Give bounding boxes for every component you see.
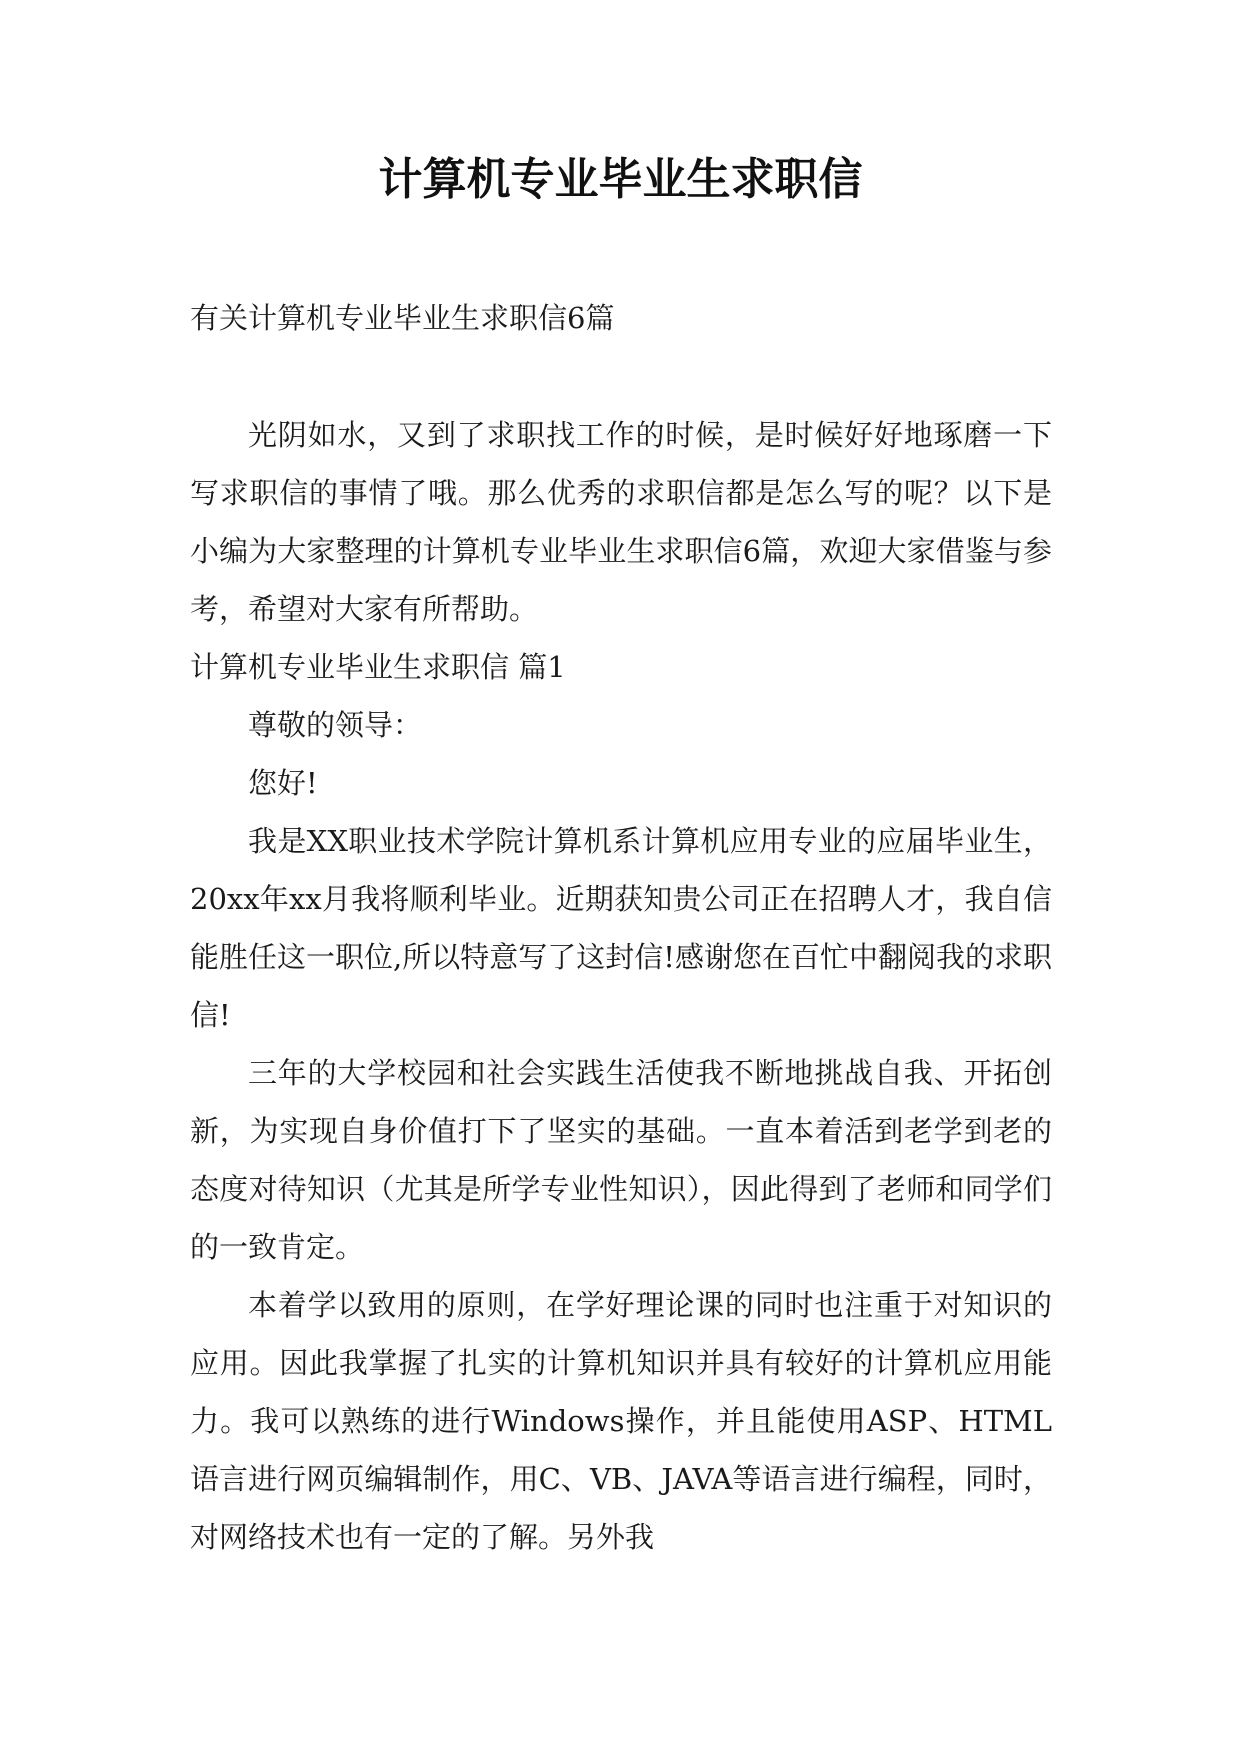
document-subtitle: 有关计算机专业毕业生求职信6篇 xyxy=(190,301,615,335)
body-paragraph: 三年的大学校园和社会实践生活使我不断地挑战自我、开拓创新，为实现自身价值打下了坚实的基础。一直本着活到老学到老的态度对待知识（尤其是所学专业性知识），因此得到了老师和同学们的一致肯定。 xyxy=(190,1056,1052,1264)
document-title: 计算机专业毕业生求职信 xyxy=(378,154,863,205)
body-paragraph: 本着学以致用的原则，在学好理论课的同时也注重于对知识的应用。因此我掌握了扎实的计算机知识并具有较好的计算机应用能力。我可以熟练的进行Windows操作，并且能使用ASP、HTML语言进行网页编辑制作，用C、VB、JAVA等语言进行编程，同时，对网络技术也有一定的了解。另外我 xyxy=(190,1288,1052,1554)
intro-paragraph: 光阴如水，又到了求职找工作的时候，是时候好好地琢磨一下写求职信的事情了哦。那么优秀的求职信都是怎么写的呢？以下是小编为大家整理的计算机专业毕业生求职信6篇，欢迎大家借鉴与参考，希望对大家有所帮助。 xyxy=(190,418,1052,626)
salutation: 尊敬的领导： xyxy=(248,708,423,742)
greeting: 您好! xyxy=(248,766,318,800)
section-heading: 计算机专业毕业生求职信 篇1 xyxy=(190,650,566,684)
document-body xyxy=(190,406,1052,1566)
body-paragraph: 我是XX职业技术学院计算机系计算机应用专业的应届毕业生， 20xx年xx月我将顺利毕业。近期获知贵公司正在招聘人才，我自信能胜任这一职位,所以特意写了这封信!感谢您在百忙中翻阅我的求职信! xyxy=(190,824,1052,1032)
